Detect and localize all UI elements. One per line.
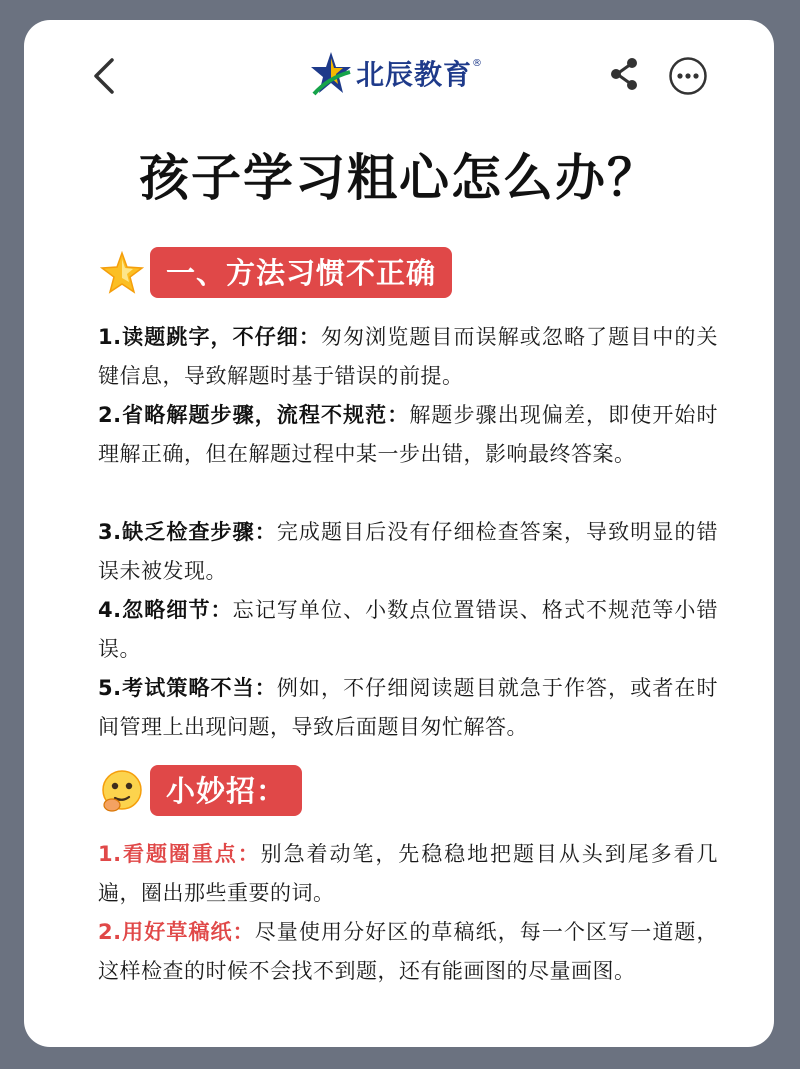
top-bar — [24, 20, 774, 130]
list-item — [98, 513, 718, 591]
tip-item — [98, 913, 718, 991]
item-key: 4.忽略细节： — [98, 598, 233, 622]
page-title: 孩子学习粗心怎么办？ — [139, 149, 659, 207]
section-label: 一、方法习惯不正确 — [150, 247, 452, 298]
section-label: 小妙招： — [150, 765, 302, 816]
item-key: 1.读题跳字，不仔细： — [98, 325, 321, 349]
item-text: 匆匆浏览题目而误解或忽略了题目中的关键信息，导致解题时基于错误的前提。 — [98, 325, 718, 388]
registered-mark: ® — [472, 58, 483, 69]
item-key: 2.省略解题步骤，流程不规范： — [98, 403, 410, 427]
list-item — [98, 318, 718, 396]
list-item — [98, 669, 718, 747]
item-text: 完成题目后没有仔细检查答案，导致明显的错误未被发现。 — [98, 520, 719, 583]
brand-logo — [310, 48, 482, 98]
thinking-face-icon — [100, 769, 144, 813]
item-text: 解题步骤出现偏差，即使开始时理解正确，但在解题过程中某一步出错，影响最终答案。 — [98, 403, 719, 466]
item-key: 5.考试策略不当： — [98, 676, 277, 700]
item-text: 例如，不仔细阅读题目就急于作答，或者在时间管理上出现问题，导致后面题目匆忙解答。 — [98, 676, 719, 739]
tip-text: 别急着动笔，先稳稳地把题目从头到尾多看几遍，圈出那些重要的词。 — [98, 842, 719, 905]
tip-text: 尽量使用分好区的草稿纸，每一个区写一道题，这样检查的时候不会找不到题，还有能画图的尽量画图。 — [98, 920, 718, 983]
content-card — [24, 20, 774, 1047]
star-icon — [100, 251, 144, 295]
logo-text: 北辰教育 — [356, 58, 473, 91]
item-text: 忘记写单位、小数点位置错误、格式不规范等小错误。 — [98, 598, 718, 661]
tip-key: 1.看题圈重点： — [98, 842, 261, 866]
share-icon[interactable] — [606, 56, 642, 92]
tip-key: 2.用好草稿纸： — [98, 920, 255, 944]
logo-star-icon — [310, 50, 352, 96]
item-key: 3.缺乏检查步骤： — [98, 520, 277, 544]
list-item — [98, 396, 718, 474]
chevron-left-icon[interactable] — [86, 54, 122, 98]
section-header-tips — [100, 765, 302, 816]
section-header-methods — [100, 247, 452, 298]
list-item — [98, 591, 718, 669]
more-dots-icon[interactable] — [668, 56, 708, 96]
tip-item — [98, 835, 718, 913]
